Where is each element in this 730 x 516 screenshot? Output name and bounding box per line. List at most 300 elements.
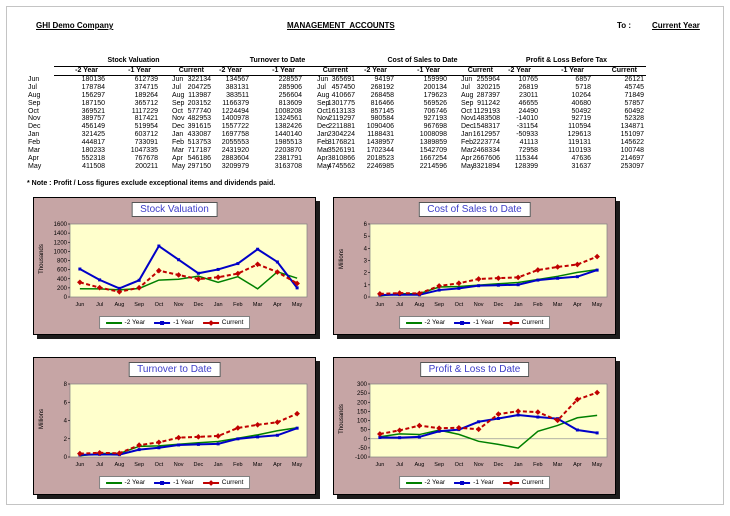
series-line-swatch — [503, 480, 519, 486]
cell-value: 3176821 — [327, 139, 355, 147]
table-title: Cost of Sales to Date — [343, 57, 502, 67]
cell-value: 2214596 — [419, 162, 447, 170]
cell-value: 256604 — [278, 91, 302, 99]
row-month: Jun — [461, 76, 473, 83]
cell-value: 41113 — [519, 139, 538, 147]
cell-value: 2203870 — [274, 147, 302, 155]
legend-item — [106, 319, 146, 326]
svg-text:Dec: Dec — [493, 302, 504, 308]
svg-text:Sep: Sep — [434, 302, 445, 308]
cell-value: 151097 — [620, 131, 644, 139]
cell-value: 456149 — [81, 123, 105, 131]
legend-label: -1 Year — [473, 479, 494, 486]
cell-value: 1047335 — [130, 147, 158, 155]
column-header: Current — [611, 67, 637, 74]
table-row — [461, 84, 646, 92]
chart-turnover — [33, 357, 316, 495]
chart-stock-valuation — [33, 197, 316, 335]
svg-text:Jul: Jul — [396, 302, 404, 308]
row-month: Feb — [461, 139, 474, 147]
cell-value: 134871 — [620, 123, 644, 131]
cell-value: 45745 — [624, 83, 644, 91]
svg-text:Jun: Jun — [375, 302, 385, 308]
row-month: Jul — [317, 83, 326, 91]
svg-text:1200: 1200 — [53, 240, 67, 247]
cell-value: 1613133 — [327, 107, 355, 115]
svg-text:5: 5 — [363, 234, 367, 241]
column-header: -1 Year — [417, 67, 440, 74]
cell-value: 26121 — [624, 76, 644, 83]
row-month: May — [317, 162, 331, 170]
cell-value: 110193 — [568, 147, 591, 155]
cell-value: 46655 — [518, 99, 538, 107]
svg-text:400: 400 — [56, 276, 67, 283]
row-month: Mar — [317, 147, 330, 155]
cell-value: 3526191 — [327, 147, 355, 155]
cell-value: 1667254 — [419, 154, 447, 162]
cell-value: 94197 — [374, 76, 394, 83]
legend-item — [203, 479, 244, 486]
svg-text:Aug: Aug — [414, 462, 425, 468]
cell-value: 1985513 — [274, 139, 302, 147]
cell-value: 612739 — [134, 76, 158, 83]
cell-value: 1008208 — [274, 107, 302, 115]
cell-value: 23011 — [519, 91, 538, 99]
svg-text:3: 3 — [363, 258, 367, 265]
row-month: Oct — [172, 107, 183, 115]
row-month: Jun — [172, 76, 184, 83]
cell-value: 2304224 — [327, 131, 355, 139]
cell-value: 1542709 — [419, 147, 447, 155]
cell-value: 2055553 — [221, 139, 249, 147]
svg-text:6: 6 — [363, 222, 367, 228]
svg-text:Jan: Jan — [213, 462, 223, 468]
svg-text:Dec: Dec — [193, 302, 204, 308]
cell-value: 410667 — [331, 91, 355, 99]
row-month: Dec — [461, 123, 474, 131]
svg-text:Jul: Jul — [96, 302, 104, 308]
cell-value: 733091 — [134, 139, 158, 147]
svg-text:Oct: Oct — [454, 302, 464, 308]
series-line-swatch — [106, 480, 122, 486]
table-row — [461, 139, 646, 147]
row-month: Feb — [172, 139, 185, 147]
svg-text:-100: -100 — [354, 455, 367, 461]
cell-value: 1702344 — [366, 147, 394, 155]
legend-item — [106, 479, 146, 486]
cell-value: 2223774 — [472, 139, 500, 147]
svg-text:Jul: Jul — [96, 462, 104, 468]
y-axis-label: Thousands — [39, 244, 45, 274]
chart-title: Stock Valuation — [131, 202, 218, 217]
row-month: Mar — [172, 147, 185, 155]
cell-value: 145622 — [620, 139, 644, 147]
svg-text:May: May — [291, 302, 303, 308]
cell-value: 129613 — [567, 131, 591, 139]
cell-value: 2468334 — [472, 147, 500, 155]
cell-value: 577740 — [187, 107, 211, 115]
series-line-swatch — [454, 480, 470, 486]
chart-legend — [399, 316, 551, 329]
svg-text:Mar: Mar — [552, 302, 563, 308]
svg-text:May: May — [291, 462, 303, 468]
period-field[interactable]: Current Year — [652, 21, 700, 30]
legend-item — [154, 479, 194, 486]
table-row — [461, 76, 646, 84]
chart-title: Profit & Loss to Date — [420, 362, 530, 377]
row-month: Jan — [172, 131, 184, 139]
table-row — [461, 155, 646, 163]
svg-text:-50: -50 — [358, 445, 367, 452]
legend-item — [406, 319, 446, 326]
column-header: Current — [322, 67, 348, 74]
cell-value: 52328 — [624, 115, 644, 123]
svg-text:Feb: Feb — [233, 462, 243, 468]
svg-text:0: 0 — [63, 455, 67, 461]
cell-value: 187150 — [81, 99, 105, 107]
svg-text:Aug: Aug — [114, 462, 125, 468]
chart-plot — [34, 358, 315, 494]
svg-text:300: 300 — [356, 382, 367, 388]
svg-text:Sep: Sep — [134, 462, 145, 468]
cell-value: 569526 — [423, 99, 447, 107]
svg-text:Apr: Apr — [273, 462, 282, 468]
footnote: * Note : Profit / Loss figures exclude exceptional items and dividends paid. — [27, 180, 276, 187]
row-month: Nov — [317, 115, 330, 123]
cell-value: 816466 — [370, 99, 394, 107]
svg-text:Jul: Jul — [396, 462, 404, 468]
svg-text:Mar: Mar — [252, 302, 263, 308]
svg-text:Jan: Jan — [213, 302, 223, 308]
series-line-swatch — [503, 320, 519, 326]
svg-text:May: May — [591, 302, 603, 308]
cell-value: 92719 — [571, 115, 591, 123]
cell-value: 2431920 — [221, 147, 249, 155]
cell-value: 320215 — [476, 83, 500, 91]
table-row — [461, 147, 646, 155]
row-month: Aug — [317, 91, 330, 99]
to-label: To : — [617, 21, 632, 30]
chart-plot — [334, 358, 615, 494]
svg-text:Nov: Nov — [173, 462, 184, 468]
cell-value: 927193 — [423, 115, 447, 123]
svg-text:Apr: Apr — [573, 462, 582, 468]
series-line-swatch — [203, 320, 219, 326]
row-month: Dec — [172, 123, 185, 131]
cell-value: 911242 — [477, 99, 500, 107]
svg-text:4: 4 — [63, 418, 67, 425]
cell-value: 1389859 — [419, 139, 447, 147]
series-line-swatch — [454, 320, 470, 326]
series-line-swatch — [406, 320, 422, 326]
row-month: Sep — [172, 99, 185, 107]
cell-value: -14010 — [516, 115, 538, 123]
svg-text:0: 0 — [363, 436, 367, 443]
legend-label: -1 Year — [173, 319, 194, 326]
cell-value: 857145 — [370, 107, 394, 115]
cell-value: 1438957 — [366, 139, 394, 147]
row-month: May — [28, 162, 42, 170]
cell-value: 268458 — [370, 91, 394, 99]
cell-value: 5718 — [575, 83, 591, 91]
svg-text:Oct: Oct — [454, 462, 464, 468]
svg-text:0: 0 — [363, 295, 367, 301]
cell-value: 321425 — [81, 131, 105, 139]
cell-value: 60492 — [624, 107, 644, 115]
svg-text:6: 6 — [63, 400, 67, 407]
cell-value: 1612957 — [472, 131, 500, 139]
svg-text:Oct: Oct — [154, 462, 164, 468]
row-month: Jan — [28, 131, 40, 139]
cell-value: 255964 — [476, 76, 500, 83]
row-month: Jun — [28, 76, 40, 83]
chart-title: Cost of Sales to Date — [418, 202, 531, 217]
cell-value: 1324561 — [274, 115, 302, 123]
svg-text:Oct: Oct — [154, 302, 164, 308]
cell-value: 128399 — [514, 162, 538, 170]
cell-value: 3321894 — [472, 162, 500, 170]
cell-value: 1483508 — [472, 115, 500, 123]
cell-value: 2018523 — [366, 154, 394, 162]
cell-value: -31154 — [516, 123, 538, 131]
svg-text:Jan: Jan — [513, 302, 523, 308]
svg-text:Nov: Nov — [473, 462, 484, 468]
column-header: -1 Year — [561, 67, 584, 74]
cell-value: 72958 — [518, 147, 538, 155]
row-month: Nov — [461, 115, 474, 123]
cell-value: 1557722 — [221, 123, 249, 131]
legend-label: -1 Year — [473, 319, 494, 326]
cell-value: 457450 — [331, 83, 355, 91]
cell-value: 513753 — [187, 139, 211, 147]
row-month: Aug — [461, 91, 474, 99]
cell-value: 203152 — [187, 99, 211, 107]
series-line-swatch — [406, 480, 422, 486]
cell-value: 1697758 — [221, 131, 249, 139]
svg-text:250: 250 — [356, 391, 367, 398]
cell-value: 717187 — [187, 147, 211, 155]
row-month: Nov — [28, 115, 41, 123]
cell-value: 57857 — [624, 99, 644, 107]
series-line-swatch — [154, 480, 170, 486]
svg-text:Mar: Mar — [252, 462, 263, 468]
row-month: Jul — [172, 83, 181, 91]
table-row — [461, 92, 646, 100]
svg-text:1400: 1400 — [53, 231, 67, 238]
cell-value: 214697 — [620, 154, 644, 162]
svg-text:1600: 1600 — [53, 222, 67, 228]
cell-value: 1224494 — [221, 107, 249, 115]
svg-text:Nov: Nov — [473, 302, 484, 308]
chart-legend — [99, 476, 251, 489]
svg-text:200: 200 — [56, 285, 67, 292]
cell-value: 180233 — [81, 147, 105, 155]
cell-value: 113987 — [188, 91, 211, 99]
cell-value: 444817 — [81, 139, 105, 147]
cell-value: 552318 — [81, 154, 105, 162]
row-month: Jan — [317, 131, 329, 139]
svg-text:Feb: Feb — [233, 302, 243, 308]
cell-value: 383131 — [225, 83, 249, 91]
table-profit-loss — [461, 57, 646, 171]
row-month: Jul — [461, 83, 470, 91]
cell-value: 71849 — [624, 91, 644, 99]
legend-label: Current — [521, 479, 544, 486]
cell-value: 1382426 — [274, 123, 302, 131]
legend-item — [503, 479, 544, 486]
cell-value: 26819 — [518, 83, 538, 91]
cell-value: 10765 — [518, 76, 538, 83]
cell-value: 3810866 — [327, 154, 355, 162]
cell-value: 285906 — [278, 83, 302, 91]
cell-value: 2246985 — [366, 162, 394, 170]
cell-value: 3209979 — [221, 162, 249, 170]
cell-value: 110594 — [568, 123, 591, 131]
cell-value: 980584 — [370, 115, 394, 123]
cell-value: 115344 — [515, 154, 538, 162]
svg-text:Apr: Apr — [273, 302, 282, 308]
legend-label: -2 Year — [124, 319, 146, 326]
legend-label: Current — [221, 479, 244, 486]
row-month: Dec — [317, 123, 330, 131]
column-header: -2 Year — [364, 67, 387, 74]
column-header: Current — [467, 67, 493, 74]
cell-value: 817421 — [134, 115, 158, 123]
chart-profit-loss — [333, 357, 616, 495]
svg-text:Mar: Mar — [552, 462, 563, 468]
cell-value: 178784 — [81, 83, 105, 91]
cell-value: 253097 — [620, 162, 644, 170]
row-month: Aug — [28, 91, 41, 99]
svg-text:Aug: Aug — [114, 302, 125, 308]
svg-text:Sep: Sep — [434, 462, 445, 468]
cell-value: 180136 — [81, 76, 105, 83]
row-month: May — [461, 162, 475, 170]
row-month: Feb — [28, 139, 41, 147]
cell-value: 391615 — [187, 123, 211, 131]
svg-text:Jun: Jun — [75, 462, 85, 468]
cell-value: 1400978 — [221, 115, 249, 123]
row-month: Sep — [317, 99, 330, 107]
cell-value: 603712 — [134, 131, 158, 139]
column-header: Current — [178, 67, 204, 74]
legend-item — [406, 479, 446, 486]
svg-text:Jun: Jun — [375, 462, 385, 468]
cell-value: 200134 — [423, 83, 447, 91]
cell-value: 156297 — [81, 91, 105, 99]
cell-value: 2211881 — [328, 123, 355, 131]
cell-value: 4745562 — [327, 162, 355, 170]
cell-value: 3163708 — [274, 162, 302, 170]
column-header: -1 Year — [272, 67, 295, 74]
row-month: Oct — [28, 107, 39, 115]
column-header: -2 Year — [219, 67, 242, 74]
series-line-swatch — [154, 320, 170, 326]
legend-label: -2 Year — [124, 479, 146, 486]
table-title: Profit & Loss Before Tax — [487, 57, 646, 67]
cell-value: 31637 — [571, 162, 591, 170]
table-row — [461, 108, 646, 116]
cell-value: 134567 — [225, 76, 249, 83]
cell-value: 1440140 — [274, 131, 302, 139]
cell-value: 967698 — [423, 123, 447, 131]
cell-value: 1008098 — [419, 131, 447, 139]
row-month: Jun — [317, 76, 329, 83]
cell-value: 519954 — [134, 123, 158, 131]
svg-text:Dec: Dec — [193, 462, 204, 468]
table-title: Stock Valuation — [54, 57, 213, 67]
svg-text:Dec: Dec — [493, 462, 504, 468]
row-month: Apr — [28, 154, 39, 162]
cell-value: 369521 — [81, 107, 105, 115]
table-row — [461, 100, 646, 108]
table-row — [461, 131, 646, 139]
cell-value: 40680 — [571, 99, 591, 107]
legend-item — [154, 319, 194, 326]
column-header: -1 Year — [128, 67, 151, 74]
row-month: Sep — [461, 99, 474, 107]
chart-legend — [399, 476, 551, 489]
svg-text:200: 200 — [356, 400, 367, 407]
chart-cost-of-sales — [333, 197, 616, 335]
legend-label: -1 Year — [173, 479, 194, 486]
cell-value: 24490 — [518, 107, 538, 115]
cell-value: 322134 — [187, 76, 211, 83]
table-row — [461, 115, 646, 123]
cell-value: 1117229 — [131, 107, 158, 115]
chart-plot — [34, 198, 315, 334]
legend-item — [503, 319, 544, 326]
svg-text:800: 800 — [56, 258, 67, 265]
cell-value: 1129193 — [473, 107, 500, 115]
svg-text:100: 100 — [356, 418, 367, 425]
row-month: Apr — [172, 154, 183, 162]
svg-text:4: 4 — [363, 246, 367, 253]
report-title: MANAGEMENT ACCOUNTS — [287, 21, 395, 30]
cell-value: 119131 — [568, 139, 591, 147]
cell-value: 268192 — [370, 83, 394, 91]
cell-value: 228557 — [278, 76, 302, 83]
table-header — [487, 67, 646, 76]
svg-text:Feb: Feb — [533, 462, 543, 468]
svg-text:Jan: Jan — [513, 462, 523, 468]
legend-label: Current — [221, 319, 244, 326]
company-name: GHI Demo Company — [36, 21, 114, 30]
cell-value: 383511 — [226, 91, 249, 99]
column-header: -2 Year — [508, 67, 531, 74]
cell-value: -50933 — [516, 131, 538, 139]
cell-value: 546186 — [187, 154, 211, 162]
row-month: Jul — [28, 83, 37, 91]
cell-value: 159990 — [423, 76, 447, 83]
cell-value: 47636 — [571, 154, 591, 162]
table-title: Turnover to Date — [198, 57, 357, 67]
cell-value: 411508 — [82, 162, 105, 170]
svg-text:600: 600 — [56, 267, 67, 274]
cell-value: 2381791 — [274, 154, 302, 162]
series-line-swatch — [106, 320, 122, 326]
svg-text:1000: 1000 — [53, 249, 67, 256]
cell-value: 100748 — [620, 147, 644, 155]
legend-item — [454, 479, 494, 486]
series-line-swatch — [203, 480, 219, 486]
cell-value: 200211 — [135, 162, 158, 170]
cell-value: 50492 — [571, 107, 591, 115]
cell-value: 365691 — [331, 76, 355, 83]
column-header: -2 Year — [75, 67, 98, 74]
svg-text:Nov: Nov — [173, 302, 184, 308]
svg-text:2: 2 — [63, 436, 67, 443]
